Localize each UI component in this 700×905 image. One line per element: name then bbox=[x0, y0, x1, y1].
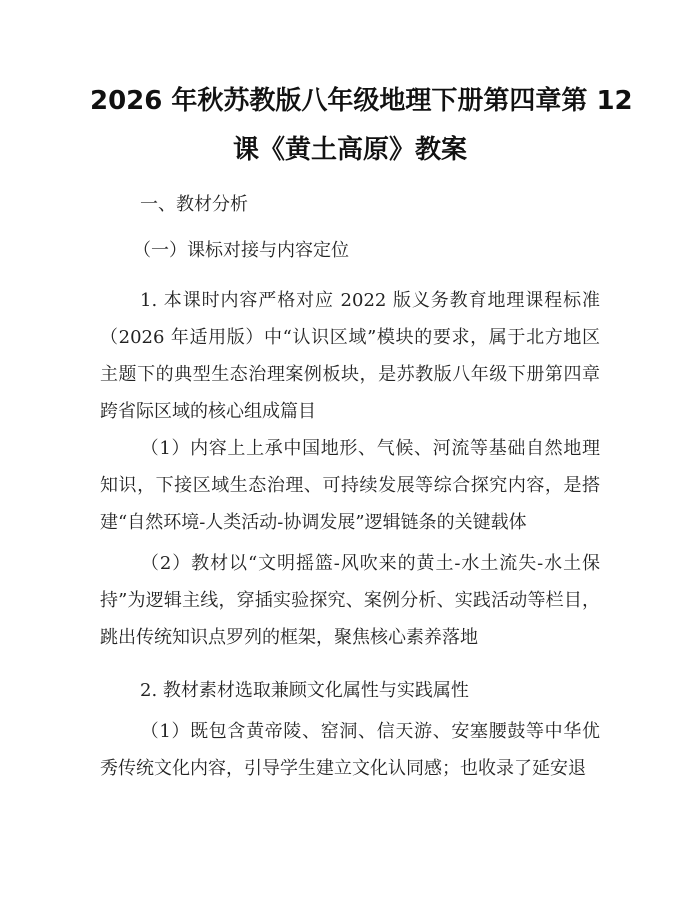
paragraph-1-1-text: （1）内容上上承中国地形、气候、河流等基础自然地理知识，下接区域生态治理、可持续发展等综合探究内容，是搭建“自然环境-人类活动-协调发展”逻辑链条的关键载体 bbox=[100, 438, 600, 533]
paragraph-2-text: 2. 教材素材选取兼顾文化属性与实践属性 bbox=[140, 680, 469, 701]
paragraph-2-1 bbox=[100, 713, 600, 787]
paragraph-1-text: 1. 本课时内容严格对应 2022 版义务教育地理课程标准（2026 年适用版）中“认识区域”模块的要求，属于北方地区主题下的典型生态治理案例板块，是苏教版八年级下册第四章跨省际区域的核心组成篇目 bbox=[100, 290, 600, 422]
section-heading-1: 一、教材分析 bbox=[140, 194, 248, 215]
subsection-heading-1-1: （一）课标对接与内容定位 bbox=[133, 240, 349, 261]
document-title-line-2: 课《黄土高原》教案 bbox=[232, 135, 467, 165]
paragraph-1-2-text: （2）教材以“文明摇篮-风吹来的黄土-水土流失-水土保持”为逻辑主线，穿插实验探究、案例分析、实践活动等栏目，跳出传统知识点罗列的框架，聚焦核心素养落地 bbox=[100, 553, 600, 648]
paragraph-2 bbox=[100, 672, 600, 709]
paragraph-1-1 bbox=[100, 430, 600, 541]
document-title-line-1: 2026 年秋苏教版八年级地理下册第四章第 12 bbox=[90, 86, 633, 116]
paragraph-1-2 bbox=[100, 545, 600, 656]
paragraph-2-1-text: （1）既包含黄帝陵、窑洞、信天游、安塞腰鼓等中华优秀传统文化内容，引导学生建立文化认同感；也收录了延安退 bbox=[100, 721, 600, 779]
paragraph-1 bbox=[100, 282, 600, 430]
